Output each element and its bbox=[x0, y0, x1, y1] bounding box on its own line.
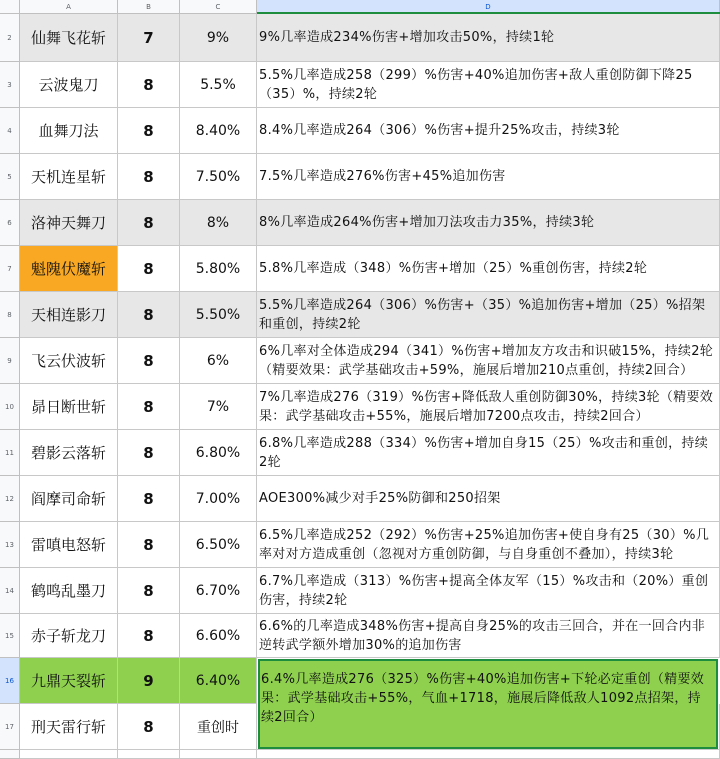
table-row bbox=[0, 200, 720, 246]
cell-level[interactable]: 8 bbox=[118, 476, 180, 522]
table-row bbox=[0, 750, 720, 759]
cell-level[interactable]: 8 bbox=[118, 430, 180, 476]
cell-level[interactable] bbox=[118, 750, 180, 759]
row-header[interactable] bbox=[0, 750, 20, 759]
cell-level[interactable]: 8 bbox=[118, 154, 180, 200]
table-row bbox=[0, 522, 720, 568]
cell-skill-name[interactable]: 刑天雷行斩 bbox=[20, 704, 118, 750]
cell-effect[interactable]: 5.5%几率造成264（306）%伤害+（35）%追加伤害+增加（25）%招架和重创，持续2轮 bbox=[257, 292, 720, 338]
cell-effect[interactable]: 6.5%几率造成252（292）%伤害+25%追加伤害+使自身有25（30）%几率对对方造成重创（忽视对方重创防御，与自身重创不叠加），持续3轮 bbox=[257, 522, 720, 568]
cell-skill-name[interactable]: 洛神天舞刀 bbox=[20, 200, 118, 246]
table-row bbox=[0, 14, 720, 62]
cell-effect-selected[interactable]: 6.4%几率造成276（325）%伤害+40%追加伤害+下轮必定重创（精要效果：武学基础攻击+55%，气血+1718，施展后降低敌人1092点招架，持续2回合） bbox=[261, 672, 705, 725]
cell-effect[interactable]: 5.8%几率造成（348）%伤害+增加（25）%重创伤害，持续2轮 bbox=[257, 246, 720, 292]
cell-skill-name[interactable]: 仙舞飞花斩 bbox=[20, 14, 118, 62]
cell-effect[interactable]: 5.5%几率造成258（299）%伤害+40%追加伤害+敌人重创防御下降25（35）%，持续2轮 bbox=[257, 62, 720, 108]
cell-rate[interactable]: 5.50% bbox=[180, 292, 257, 338]
column-header-a[interactable]: A bbox=[20, 0, 118, 14]
table-row bbox=[0, 338, 720, 384]
cell-effect[interactable]: 8%几率造成264%伤害+增加刀法攻击力35%，持续3轮 bbox=[257, 200, 720, 246]
row-header[interactable]: 4 bbox=[0, 108, 20, 154]
cell-level[interactable]: 8 bbox=[118, 568, 180, 614]
cell-level[interactable]: 8 bbox=[118, 614, 180, 658]
cell-effect[interactable]: 6.6%的几率造成348%伤害+提高自身25%的攻击三回合，并在一回合内非逆转武学额外增加30%的追加伤害 bbox=[257, 614, 720, 658]
table-row bbox=[0, 154, 720, 200]
table-row bbox=[0, 62, 720, 108]
row-header[interactable]: 10 bbox=[0, 384, 20, 430]
cell-effect[interactable]: AOE300%减少对手25%防御和250招架 bbox=[257, 476, 720, 522]
cell-skill-name[interactable]: 魁隗伏魔斩 bbox=[20, 246, 118, 292]
row-header[interactable]: 15 bbox=[0, 614, 20, 658]
cell-skill-name[interactable]: 天机连星斩 bbox=[20, 154, 118, 200]
row-header[interactable]: 12 bbox=[0, 476, 20, 522]
cell-rate[interactable]: 6.80% bbox=[180, 430, 257, 476]
cell-rate[interactable]: 6.70% bbox=[180, 568, 257, 614]
cell-rate[interactable]: 7.00% bbox=[180, 476, 257, 522]
cell-rate[interactable]: 6.60% bbox=[180, 614, 257, 658]
cell-effect[interactable] bbox=[257, 750, 720, 759]
row-header[interactable]: 5 bbox=[0, 154, 20, 200]
cell-level[interactable]: 8 bbox=[118, 522, 180, 568]
cell-rate[interactable] bbox=[180, 750, 257, 759]
row-header[interactable]: 9 bbox=[0, 338, 20, 384]
cell-effect[interactable]: 6.7%几率造成（313）%伤害+提高全体友军（15）%攻击和（20%）重创伤害，持续2轮 bbox=[257, 568, 720, 614]
cell-rate[interactable]: 7.50% bbox=[180, 154, 257, 200]
table-row bbox=[0, 384, 720, 430]
cell-level[interactable]: 8 bbox=[118, 338, 180, 384]
cell-level[interactable]: 8 bbox=[118, 62, 180, 108]
cell-effect[interactable]: 7.5%几率造成276%伤害+45%追加伤害 bbox=[257, 154, 720, 200]
cell-effect[interactable]: 6%几率对全体造成294（341）%伤害+增加友方攻击和识破15%，持续2轮（精要效果：武学基础攻击+59%，施展后增加210点重创，持续2回合） bbox=[257, 338, 720, 384]
column-header-d[interactable]: D bbox=[257, 0, 720, 14]
cell-skill-name[interactable]: 鹤鸣乱墨刀 bbox=[20, 568, 118, 614]
table-row bbox=[0, 292, 720, 338]
cell-rate[interactable]: 8.40% bbox=[180, 108, 257, 154]
column-header-b[interactable]: B bbox=[118, 0, 180, 14]
cell-level[interactable]: 8 bbox=[118, 108, 180, 154]
cell-skill-name[interactable]: 雷嗔电怒斩 bbox=[20, 522, 118, 568]
table-row bbox=[0, 430, 720, 476]
cell-rate[interactable]: 9% bbox=[180, 14, 257, 62]
cell-rate[interactable]: 6.40% bbox=[180, 658, 257, 704]
cell-rate[interactable]: 5.5% bbox=[180, 62, 257, 108]
table-row bbox=[0, 568, 720, 614]
select-all-corner[interactable] bbox=[0, 0, 20, 14]
cell-rate[interactable]: 5.80% bbox=[180, 246, 257, 292]
row-header[interactable]: 11 bbox=[0, 430, 20, 476]
table-row bbox=[0, 108, 720, 154]
row-header[interactable]: 17 bbox=[0, 704, 20, 750]
cell-skill-name[interactable]: 阎摩司命斩 bbox=[20, 476, 118, 522]
cell-skill-name[interactable]: 飞云伏波斩 bbox=[20, 338, 118, 384]
cell-rate[interactable]: 7% bbox=[180, 384, 257, 430]
column-header-c[interactable]: C bbox=[180, 0, 257, 14]
cell-level[interactable]: 8 bbox=[118, 200, 180, 246]
cell-level[interactable]: 9 bbox=[118, 658, 180, 704]
cell-effect[interactable]: 8.4%几率造成264（306）%伤害+提升25%攻击，持续3轮 bbox=[257, 108, 720, 154]
cell-skill-name[interactable]: 云波鬼刀 bbox=[20, 62, 118, 108]
cell-rate[interactable]: 8% bbox=[180, 200, 257, 246]
table-row bbox=[0, 614, 720, 658]
cell-level[interactable]: 8 bbox=[118, 704, 180, 750]
cell-level[interactable]: 8 bbox=[118, 292, 180, 338]
cell-rate[interactable]: 6.50% bbox=[180, 522, 257, 568]
row-header[interactable]: 14 bbox=[0, 568, 20, 614]
row-header[interactable]: 16 bbox=[0, 658, 20, 704]
cell-rate[interactable]: 6% bbox=[180, 338, 257, 384]
row-header[interactable]: 13 bbox=[0, 522, 20, 568]
cell-rate[interactable]: 重创时 bbox=[180, 704, 257, 750]
row-header[interactable]: 6 bbox=[0, 200, 20, 246]
cell-effect[interactable]: 9%几率造成234%伤害+增加攻击50%，持续1轮 bbox=[257, 14, 720, 62]
table-row bbox=[0, 246, 720, 292]
cell-level[interactable]: 7 bbox=[118, 14, 180, 62]
row-header[interactable]: 3 bbox=[0, 62, 20, 108]
cell-skill-name[interactable]: 赤子斩龙刀 bbox=[20, 614, 118, 658]
cell-effect[interactable]: 7%几率造成276（319）%伤害+降低敌人重创防御30%，持续3轮（精要效果：武学基础攻击+55%，施展后增加7200点攻击，持续2回合） bbox=[257, 384, 720, 430]
cell-skill-name[interactable]: 昴日断世斩 bbox=[20, 384, 118, 430]
cell-skill-name[interactable]: 血舞刀法 bbox=[20, 108, 118, 154]
row-header[interactable]: 8 bbox=[0, 292, 20, 338]
cell-level[interactable]: 8 bbox=[118, 384, 180, 430]
cell-skill-name[interactable]: 碧影云落斩 bbox=[20, 430, 118, 476]
row-header[interactable]: 7 bbox=[0, 246, 20, 292]
cell-effect[interactable]: 6.8%几率造成288（334）%伤害+增加自身15（25）%攻击和重创，持续2轮 bbox=[257, 430, 720, 476]
cell-level[interactable]: 8 bbox=[118, 246, 180, 292]
row-header[interactable]: 2 bbox=[0, 14, 20, 62]
cell-skill-name[interactable]: 九鼎天裂斩 bbox=[20, 658, 118, 704]
cell-skill-name[interactable] bbox=[20, 750, 118, 759]
cell-skill-name[interactable]: 天相连影刀 bbox=[20, 292, 118, 338]
table-row bbox=[0, 476, 720, 522]
